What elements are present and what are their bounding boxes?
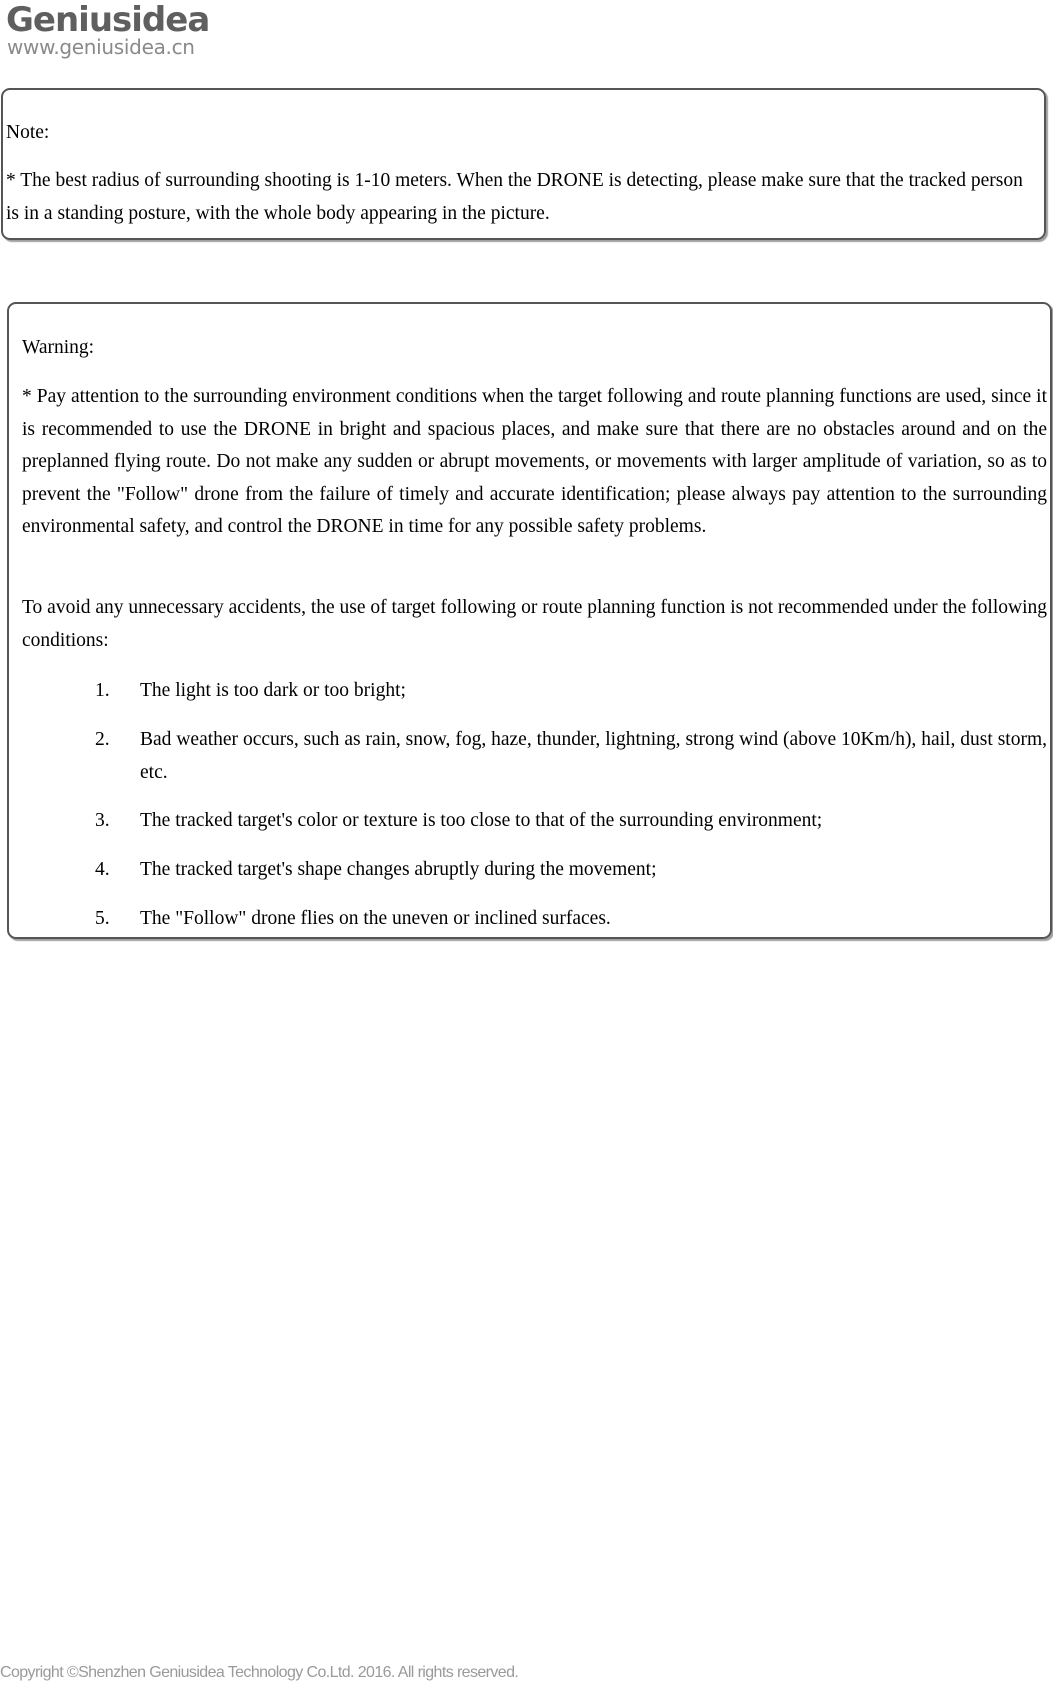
warning-conditions-intro: To avoid any unnecessary accidents, the use of target following or route planning function is not recommended under the following conditions: [22, 597, 1047, 651]
list-text: The light is too dark or too bright; [140, 680, 406, 701]
list-text: The tracked target's shape changes abruptly during the movement; [140, 859, 657, 880]
list-number: 3. [95, 810, 110, 831]
list-number: 2. [95, 729, 110, 750]
copyright-footer: Copyright ©Shenzhen Geniusidea Technology Co.Ltd. 2016. All rights reserved. [0, 1664, 519, 1681]
list-number: 4. [95, 859, 110, 880]
note-heading: Note: [6, 122, 50, 143]
list-text: Bad weather occurs, such as rain, snow, fog, haze, thunder, lightning, strong wind (above 10Km/h), hail, dust storm, etc. [140, 729, 1047, 783]
warning-paragraph: * Pay attention to the surrounding environment conditions when the target following and route planning functions are used, since it is recommended to use the DRONE in bright and spacious places, and make sure that there are no obstacles around and on the preplanned flying route. Do not make any sudden or abrupt movements, or movements with larger amplitude of variation, so as to prevent the "Follow" drone from the failure of timely and accurate identification; please always pay attention to the surrounding environmental safety, and control the DRONE in time for any possible safety problems. [22, 386, 1047, 537]
logo-url: www.geniusidea.cn [7, 35, 195, 59]
note-text: * The best radius of surrounding shooting is 1-10 meters. When the DRONE is detecting, please make sure that the tracked person is in a standing posture, with the whole body appearing in the picture. [6, 170, 1023, 224]
logo-name: Geniusidea [6, 0, 210, 40]
list-number: 5. [95, 908, 110, 929]
list-text: The tracked target's color or texture is too close to that of the surrounding environment; [140, 810, 823, 831]
list-text: The "Follow" drone flies on the uneven or inclined surfaces. [140, 908, 611, 929]
list-number: 1. [95, 680, 110, 701]
warning-heading: Warning: [22, 337, 95, 358]
brand-logo [6, 0, 236, 60]
